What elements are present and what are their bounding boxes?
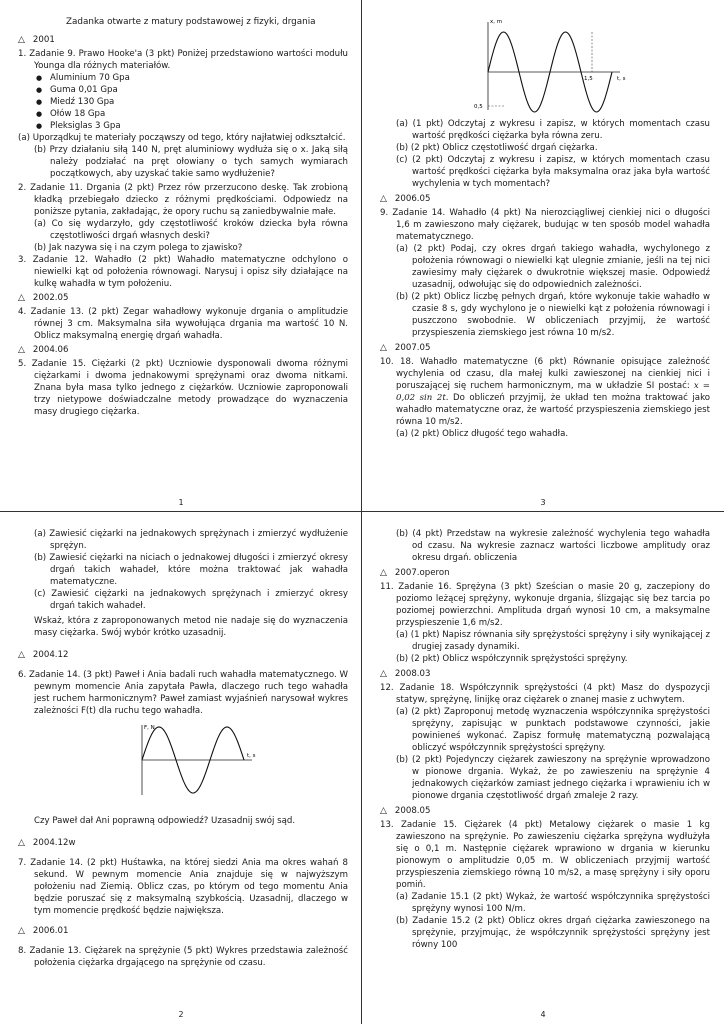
triangle-icon: △ [18,650,25,660]
section-header [18,649,348,661]
triangle-icon: △ [380,806,387,816]
problem-11a: (a) Co się wydarzyło, gdy częstotliwość kroków dziecka była równa częstotliwości drgań własnych deski? [34,219,348,241]
section-label: 2006.01 [32,926,69,936]
section-header [18,292,348,304]
section-header [380,193,710,205]
problem-11: 2. Zadanie 11. Drgania (2 pkt) Przez rów przerzucono deskę. Tak zrobioną kładką przebiegało dziecko z różnymi prędkościami. Odpowiedz na poniższe pytania, zakładając, że opory ruchu są zaniedbywalnie małe. [18,183,348,217]
page-number: 3 [540,498,546,507]
problem-13c: (c) (2 pkt) Odczytaj z wykresu i zapisz, w których momentach czasu wartość prędkości ciężarka była maksymalna oraz jaka była wartość wychylenia w tych momentach? [396,155,710,189]
section-label: 2008.05 [394,806,431,816]
page-3-content [380,118,710,440]
page-4-content [380,528,710,951]
section-label: 2006.05 [394,194,431,204]
problem-16a: (a) (1 pkt) Napisz równania siły sprężystości sprężyny i siły wynikającej z drugiej zasady dynamiki. [396,630,710,652]
position-time-graph [362,8,724,118]
triangle-icon: △ [380,343,387,353]
triangle-icon: △ [380,669,387,679]
problem-13b: (b) (2 pkt) Oblicz częstotliwość drgań ciężarka. [396,143,598,153]
triangle-icon: △ [18,293,25,303]
triangle-icon: △ [18,926,25,936]
problem-16b: (b) (2 pkt) Oblicz współczynnik sprężystości sprężyny. [396,654,628,664]
problem-18 [380,356,710,428]
list-item: ● Pleksiglas 3 Gpa [50,120,348,132]
problem-18a: (a) (2 pkt) Zaproponuj metodę wyznaczenia współczynnika sprężystości sprężyny, zapisując w punktach podstawowe czynności, jakie powinieneś wykonać. Zapisz formułę matematyczną pozwalającą obliczyć współczynnik sprężystości sprężyny. [396,707,710,753]
section-label: 2001 [32,35,55,45]
problem-14-swing: 7. Zadanie 14. (2 pkt) Huśtawka, na której siedzi Ania ma okres wahań 8 sekund. W pewnym momencie Ania znajduje się w najwyższym położeniu nad Ziemią. Oblicz czas, po którym od tego momentu Ania będzie poruszać się z maksymalną szybkością. Uzasadnij, dlaczego w tym momencie prędkość będzie największa. [18,858,348,916]
problem-14b: (b) (2 pkt) Oblicz liczbę pełnych drgań, które wykonuje takie wahadło w czasie 8 s, gdy wychylono je o niewielki kąt z położenia równowagi i puszczono swobodnie. W obliczeniach przyjmij, że wartość przyspieszenia ziemskiego jest równa 10 m/s2. [396,292,710,338]
problem-15: 5. Zadanie 15. Ciężarki (2 pkt) Uczniowie dysponowali dwoma różnymi ciężarkami i dwoma jednakowymi sprężynami oraz dwoma nitkami. Znana była masa tylko jednego z ciężarków. Uczniowie zaproponowali trzy nietypowe doświadczalne metody prowadzące do wyznaczenia masy drugiego ciężarka. [18,359,348,417]
problem-14a: (a) (2 pkt) Podaj, czy okres drgań takiego wahadła, wychylonego z położenia równowagi o niewielki kąt ulegnie zmianie, jeśli na tej nici zawiesimy mały ciężarek o dwukrotnie większej masie. Odpowiedź uzasadnij, odwołując się do odpowiednich zależności. [396,244,710,290]
section-header [18,344,348,356]
problem-15: 13. Zadanie 15. Ciężarek (4 pkt) Metalowy ciężarek o masie 1 kg zawieszono na sprężynie. Po zawieszeniu ciężarka sprężyna wydłużyła się o 0,1 m. Następnie ciężarek wprawiono w drgania w kierunku pionowym o amplitudzie 0,05 m. W obliczeniach przyjmij wartość przyspieszenia ziemskiego równą 10 m/s2, a masę sprężyny i siły oporu pomiń. [380,820,710,890]
y-axis-label: x, m [490,19,503,25]
section-label: 2004.06 [32,345,69,355]
page-number: 2 [178,1010,184,1019]
triangle-icon: △ [18,345,25,355]
section-header [18,837,348,849]
problem-15-2: (b) Zadanie 15.2 (2 pkt) Oblicz okres drgań ciężarka zawieszonego na sprężynie, przyjmując, że współczynnik sprężystości sprężyny jest równy 100 [396,916,710,950]
problem-18a: (a) (2 pkt) Oblicz długość tego wahadła. [396,429,569,439]
problem-9: 1. Zadanie 9. Prawo Hooke'a (3 pkt) Poniżej przedstawiono wartości modułu Younga dla różnych materiałów. [18,49,348,71]
problem-13-spring: 8. Zadanie 13. Ciężarek na sprężynie (5 pkt) Wykres przedstawia zależność położenia ciężarka drgającego na sprężynie od czasu. [18,946,348,968]
triangle-icon: △ [18,35,25,45]
pawel-question: Czy Paweł dał Ani poprawną odpowiedź? Uzasadnij swój sąd. [34,816,296,826]
section-header [18,34,348,46]
method-question: Wskaż, która z zaproponowanych metod nie nadaje się do wyznaczenia masy ciężarka. Swój wybór krótko uzasadnij. [34,616,348,638]
problem-15-1: (a) Zadanie 15.1 (2 pkt) Wykaż, że wartość współczynnika sprężystości sprężyny wynosi 100 N/m. [396,892,710,914]
problem-18b-springs: (b) (2 pkt) Pojedynczy ciężarek zawieszony na sprężynie wprowadzono w pionowe drgania. Wykaż, że po zawieszeniu na sprężynie 4 jednakowych ciężarków zamiast jednego ciężarka i wprawieniu ich w pionowe drgania częstotliwość drgań zmaleje 2 razy. [396,755,710,801]
section-label: 2002.05 [32,293,69,303]
problem-18: 12. Zadanie 18. Współczynnik sprężystości (4 pkt) Masz do dyspozycji statyw, sprężynę, linijkę oraz ciężarek o znanej masie z uchwytem. [380,683,710,705]
page-1-content [18,16,348,418]
page-3 [362,0,724,512]
section-header [380,805,710,817]
problem-11b: (b) Jak nazywa się i na czym polega to zjawisko? [34,243,243,253]
x-axis-label: t, s [617,76,626,82]
page-2-content [18,528,348,969]
x-axis-label: t, s [247,753,256,759]
list-item: ● Miedź 130 Gpa [50,96,348,108]
list-item: ● Ołów 18 Gpa [50,108,348,120]
page-1 [0,0,362,512]
equation: x = 0,02 sin 2t [396,381,710,403]
materials-list [18,72,348,132]
y-axis-label: F, N [144,725,155,731]
page-number: 1 [178,498,184,507]
section-header [380,342,710,354]
list-item: ● Aluminium 70 Gpa [50,72,348,84]
section-label: 2008.03 [394,669,431,679]
method-b: (b) Zawiesić ciężarki na niciach o jednakowej długości i zmierzyć okresy drgań takich wahadeł, które można traktować jak wahadła matematyczne. [34,553,348,587]
problem-18-text: 10. 18. Wahadło matematyczne (6 pkt) Równanie opisujące zależność wychylenia od czasu, dla małej kulki zawieszonej na cienkiej nici i poruszającej się ruchem harmonicznym, ma w układzie SI postać: [380,357,710,391]
section-header [380,567,710,579]
page-4 [362,512,724,1024]
problem-14: 9. Zadanie 14. Wahadło (4 pkt) Na nierozciągliwej cienkiej nici o długości 1,6 m zawieszono mały ciężarek, budując w ten sposób model wahadła matematycznego. [380,208,710,242]
problem-13a: (a) (1 pkt) Odczytaj z wykresu i zapisz, w których momentach czasu wartość prędkości ciężarka była równa zeru. [396,119,710,141]
section-header [380,668,710,680]
document-title: Zadanka otwarte z matury podstawowej z fizyki, drgania [66,17,316,27]
tick-label-x: 1,5 [584,76,593,82]
section-label: 2004.12 [32,650,69,660]
problem-9b: (b) Przy działaniu siłą 140 N, pręt aluminiowy wydłuża się o x. Jaką siłą należy podziałać na pręt ołowiany o tych samych wymiarach początkowych, aby uzyskać takie samo wydłużenie? [34,145,348,179]
triangle-icon: △ [380,194,387,204]
page-number: 4 [540,1010,546,1019]
method-c: (c) Zawiesić ciężarki na jednakowych sprężynach i zmierzyć okresy drgań takich wahadeł. [34,589,348,611]
problem-13: 4. Zadanie 13. (2 pkt) Zegar wahadłowy wykonuje drgania o amplitudzie równej 3 cm. Maksymalna siła wywołująca drgania ma wartość 10 N. Oblicz maksymalną energię drgań wahadła. [18,307,348,341]
problem-18-text-end: . Do obliczeń przyjmij, że układ ten można traktować jako wahadło matematyczne oraz, że wartość przyspieszenia ziemskiego jest równa 10 m/s2. [396,393,711,427]
problem-18b: (b) (4 pkt) Przedstaw na wykresie zależność wychylenia tego wahadła od czasu. Na wykresie zaznacz wartości liczbowe amplitudy oraz okresu drgań. obliczenia [396,529,710,563]
list-item: ● Guma 0,01 Gpa [50,84,348,96]
section-header [18,925,348,937]
section-label: 2007.operon [394,568,450,578]
force-time-graph [18,721,348,801]
method-a: (a) Zawiesić ciężarki na jednakowych sprężynach i zmierzyć wydłużenie sprężyn. [34,529,348,551]
triangle-icon: △ [18,838,25,848]
problem-12: 3. Zadanie 12. Wahadło (2 pkt) Wahadło matematyczne odchylono o niewielki kąt od położenia równowagi. Narysuj i opisz siły działające na kulkę wahadła w tym położeniu. [18,255,348,289]
page-2 [0,512,362,1024]
tick-label-y: 0,5 [474,104,483,110]
section-label: 2004.12w [32,838,76,848]
problem-14: 6. Zadanie 14. (3 pkt) Paweł i Ania badali ruch wahadła matematycznego. W pewnym momencie Ania zapytała Pawła, dlaczego ruch tego wahadła jest ruchem harmonicznym? Paweł zamiast wyjaśnień narysował wykres zależności F(t) dla ruchu tego wahadła. [18,670,348,716]
problem-9a: (a) Uporządkuj te materiały począwszy od tego, który najłatwiej odkształcić. [18,133,346,143]
section-label: 2007.05 [394,343,431,353]
triangle-icon: △ [380,568,387,578]
problem-16: 11. Zadanie 16. Sprężyna (3 pkt) Sześcian o masie 20 g, zaczepiony do poziomo leżącej sprężyny, wykonuje drgania, ślizgając się bez tarcia po poziomej powierzchni. Amplituda drgań wynosi 10 cm, a maksymalne przyspieszenie 1,6 m/s2. [380,582,710,628]
